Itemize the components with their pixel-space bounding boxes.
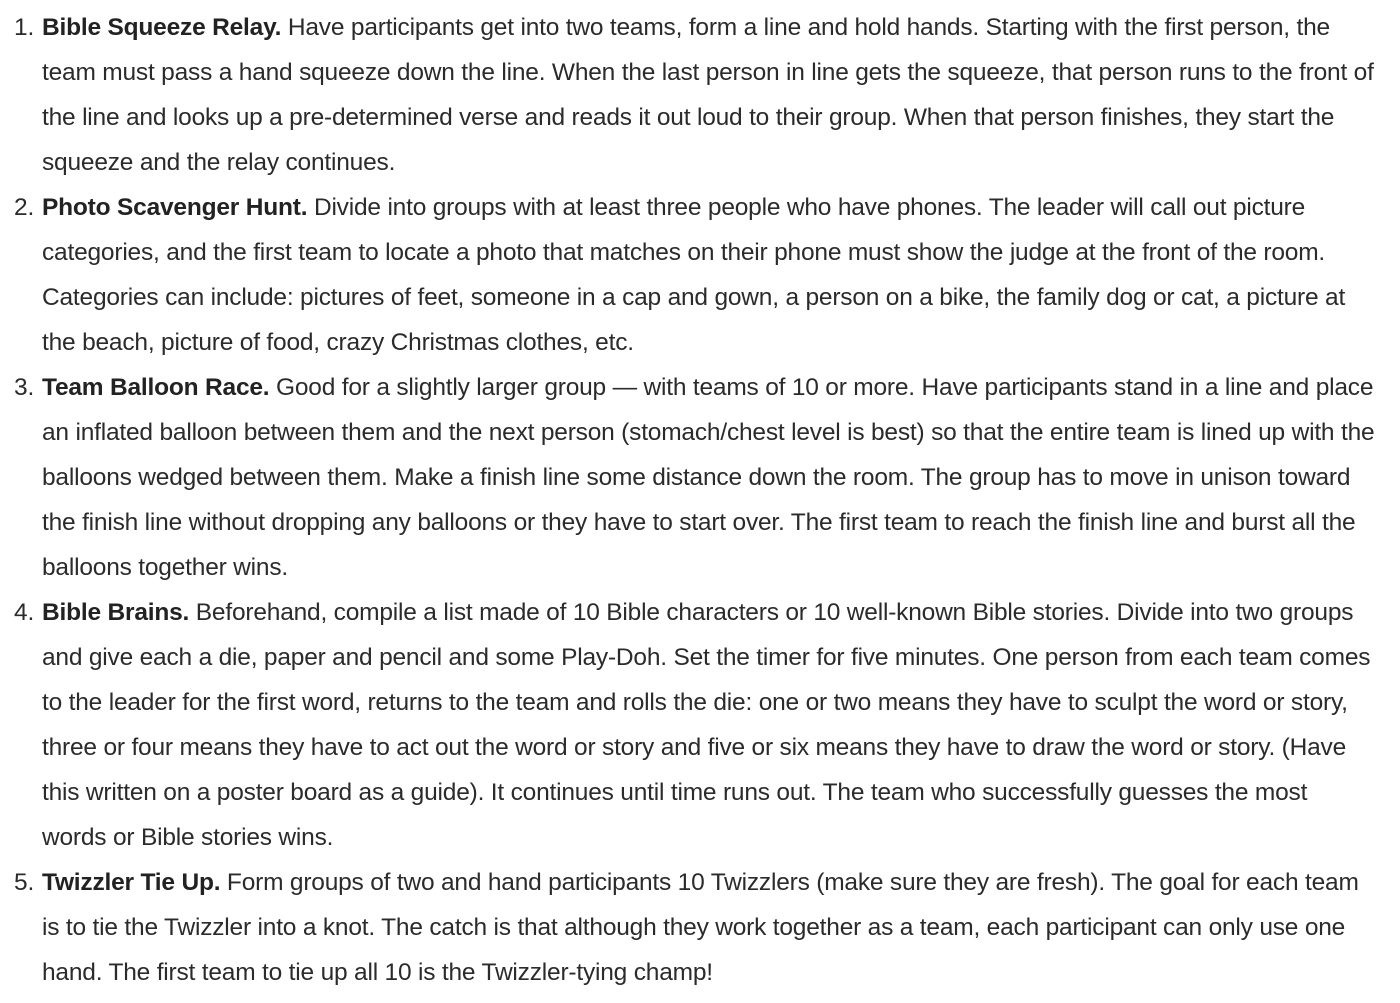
game-description: Form groups of two and hand participants 10 Twizzlers (make sure they are fresh). The goal for each team is to tie the Twizzler into a knot. The catch is that although they work together as a team, each participant can only use one hand. The first team to tie up all 10 is the Twizzler-tying champ! — [42, 869, 1359, 986]
list-item — [42, 185, 1376, 365]
game-title: Bible Squeeze Relay. — [42, 14, 282, 41]
list-item — [42, 365, 1376, 590]
game-title: Bible Brains. — [42, 599, 190, 626]
list-item — [42, 860, 1376, 995]
game-title: Photo Scavenger Hunt. — [42, 194, 308, 221]
game-title: Team Balloon Race. — [42, 374, 270, 401]
list-item — [42, 5, 1376, 185]
game-description: Beforehand, compile a list made of 10 Bible characters or 10 well-known Bible stories. Divide into two groups and give each a die, paper and pencil and some Play-Doh. Set the timer for five minutes. One person from each team comes to the leader for the first word, returns to the team and rolls the die: one or two means they have to sculpt the word or story, three or four means they have to act out the word or story and five or six means they have to draw the word or story. (Have this written on a poster board as a guide). It continues until time runs out. The team who successfully guesses the most words or Bible stories wins. — [42, 599, 1371, 851]
game-description: Divide into groups with at least three people who have phones. The leader will call out picture categories, and the first team to locate a photo that matches on their phone must show the judge at the front of the room. Categories can include: pictures of feet, someone in a cap and gown, a person on a bike, the family dog or cat, a picture at the beach, picture of food, crazy Christmas clothes, etc. — [42, 194, 1346, 356]
game-description: Good for a slightly larger group — with teams of 10 or more. Have participants stand in a line and place an inflated balloon between them and the next person (stomach/chest level is best) so that the entire team is lined up with the balloons wedged between them. Make a finish line some distance down the room. The group has to move in unison toward the finish line without dropping any balloons or they have to start over. The first team to reach the finish line and burst all the balloons together wins. — [42, 374, 1375, 581]
game-description: Have participants get into two teams, form a line and hold hands. Starting with the first person, the team must pass a hand squeeze down the line. When the last person in line gets the squeeze, that person runs to the front of the line and looks up a pre-determined verse and reads it out loud to their group. When that person finishes, they start the squeeze and the relay continues. — [42, 14, 1374, 176]
game-title: Twizzler Tie Up. — [42, 869, 221, 896]
list-item — [42, 590, 1376, 860]
game-list — [14, 5, 1376, 995]
